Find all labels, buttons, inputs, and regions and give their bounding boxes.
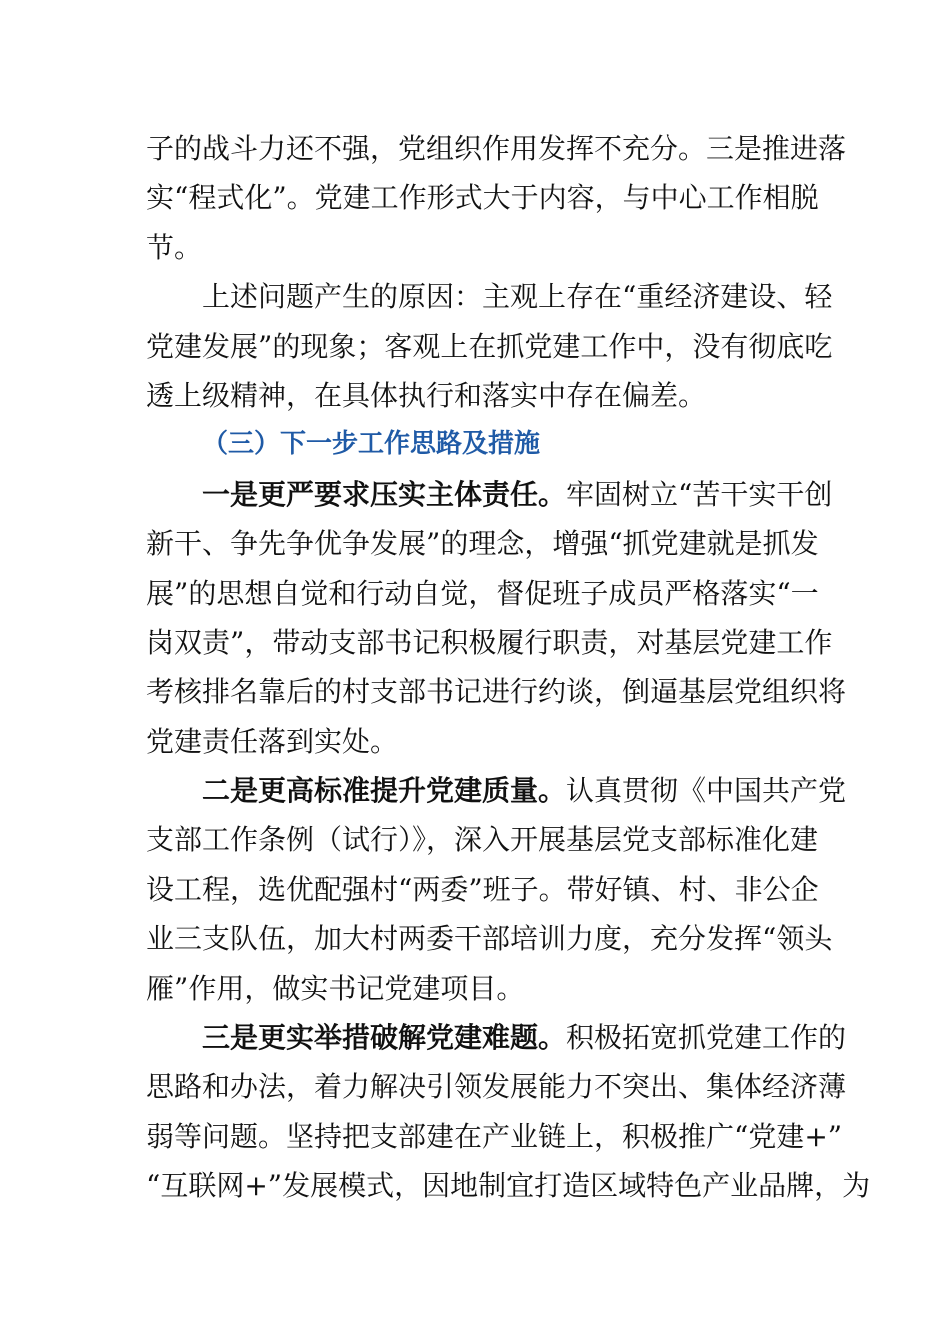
paragraph-causes [146,272,833,420]
paragraph-measure-1 [146,470,847,766]
text-line: 透上级精神，在具体执行和落实中存在偏差。 [146,378,707,412]
text-line: 上述问题产生的原因：主观上存在“重经济建设、轻 [202,280,833,314]
text-line: 党建发展”的现象；客观上在抓党建工作中，没有彻底吃 [146,329,833,363]
text-line: 新干、争先争优争发展”的理念，增强“抓党建就是抓发 [146,527,819,561]
text-line: 子的战斗力还不强，党组织作用发挥不充分。三是推进落 [146,132,847,165]
text-run: 认真贯彻《中国共产党 [566,774,847,808]
text-line: 弱等问题。坚持把支部建在产业链上，积极推广“党建+” [146,1119,843,1153]
text-line: 支部工作条例（试行）》，深入开展基层党支部标准化建 [146,823,819,857]
text-line [146,766,847,815]
paragraph-measure-3 [146,1013,871,1211]
text-line: 考核排名靠后的村支部书记进行约谈，倒逼基层党组织将 [146,675,847,709]
text-line [146,1013,847,1062]
text-line: 节。 [146,230,203,264]
paragraph-continuation [146,124,847,272]
paragraph-lead: 一是更严要求压实主体责任。 [202,477,567,511]
text-run: 牢固树立“苦干实干创 [566,477,833,511]
text-line: 思路和办法，着力解决引领发展能力不突出、集体经济薄 [146,1070,847,1104]
paragraph-measure-2 [146,766,847,1013]
document-body [146,124,871,1211]
paragraph-lead: 二是更高标准提升党建质量。 [202,774,567,808]
paragraph-lead: 三是更实举措破解党建难题。 [202,1021,567,1055]
text-line: 设工程，选优配强村“两委”班子。带好镇、村、非公企 [146,872,819,906]
text-line: 党建责任落到实处。 [146,724,399,758]
text-run: 积极拓宽抓党建工作的 [566,1021,847,1055]
text-line: 岗双责”，带动支部书记积极履行职责，对基层党建工作 [146,625,833,659]
text-line: 雁”作用，做实书记党建项目。 [146,971,525,1005]
text-line [146,470,833,519]
section-heading: （三）下一步工作思路及措施 [202,429,541,460]
text-line: 展”的思想自觉和行动自觉，督促班子成员严格落实“一 [146,576,819,610]
text-line: “互联网+”发展模式，因地制宜打造区域特色产业品牌，为 [146,1169,871,1203]
text-line: 业三支队伍，加大村两委干部培训力度，充分发挥“领头 [146,922,833,956]
text-line: 实“程式化”。党建工作形式大于内容，与中心工作相脱 [146,181,819,215]
